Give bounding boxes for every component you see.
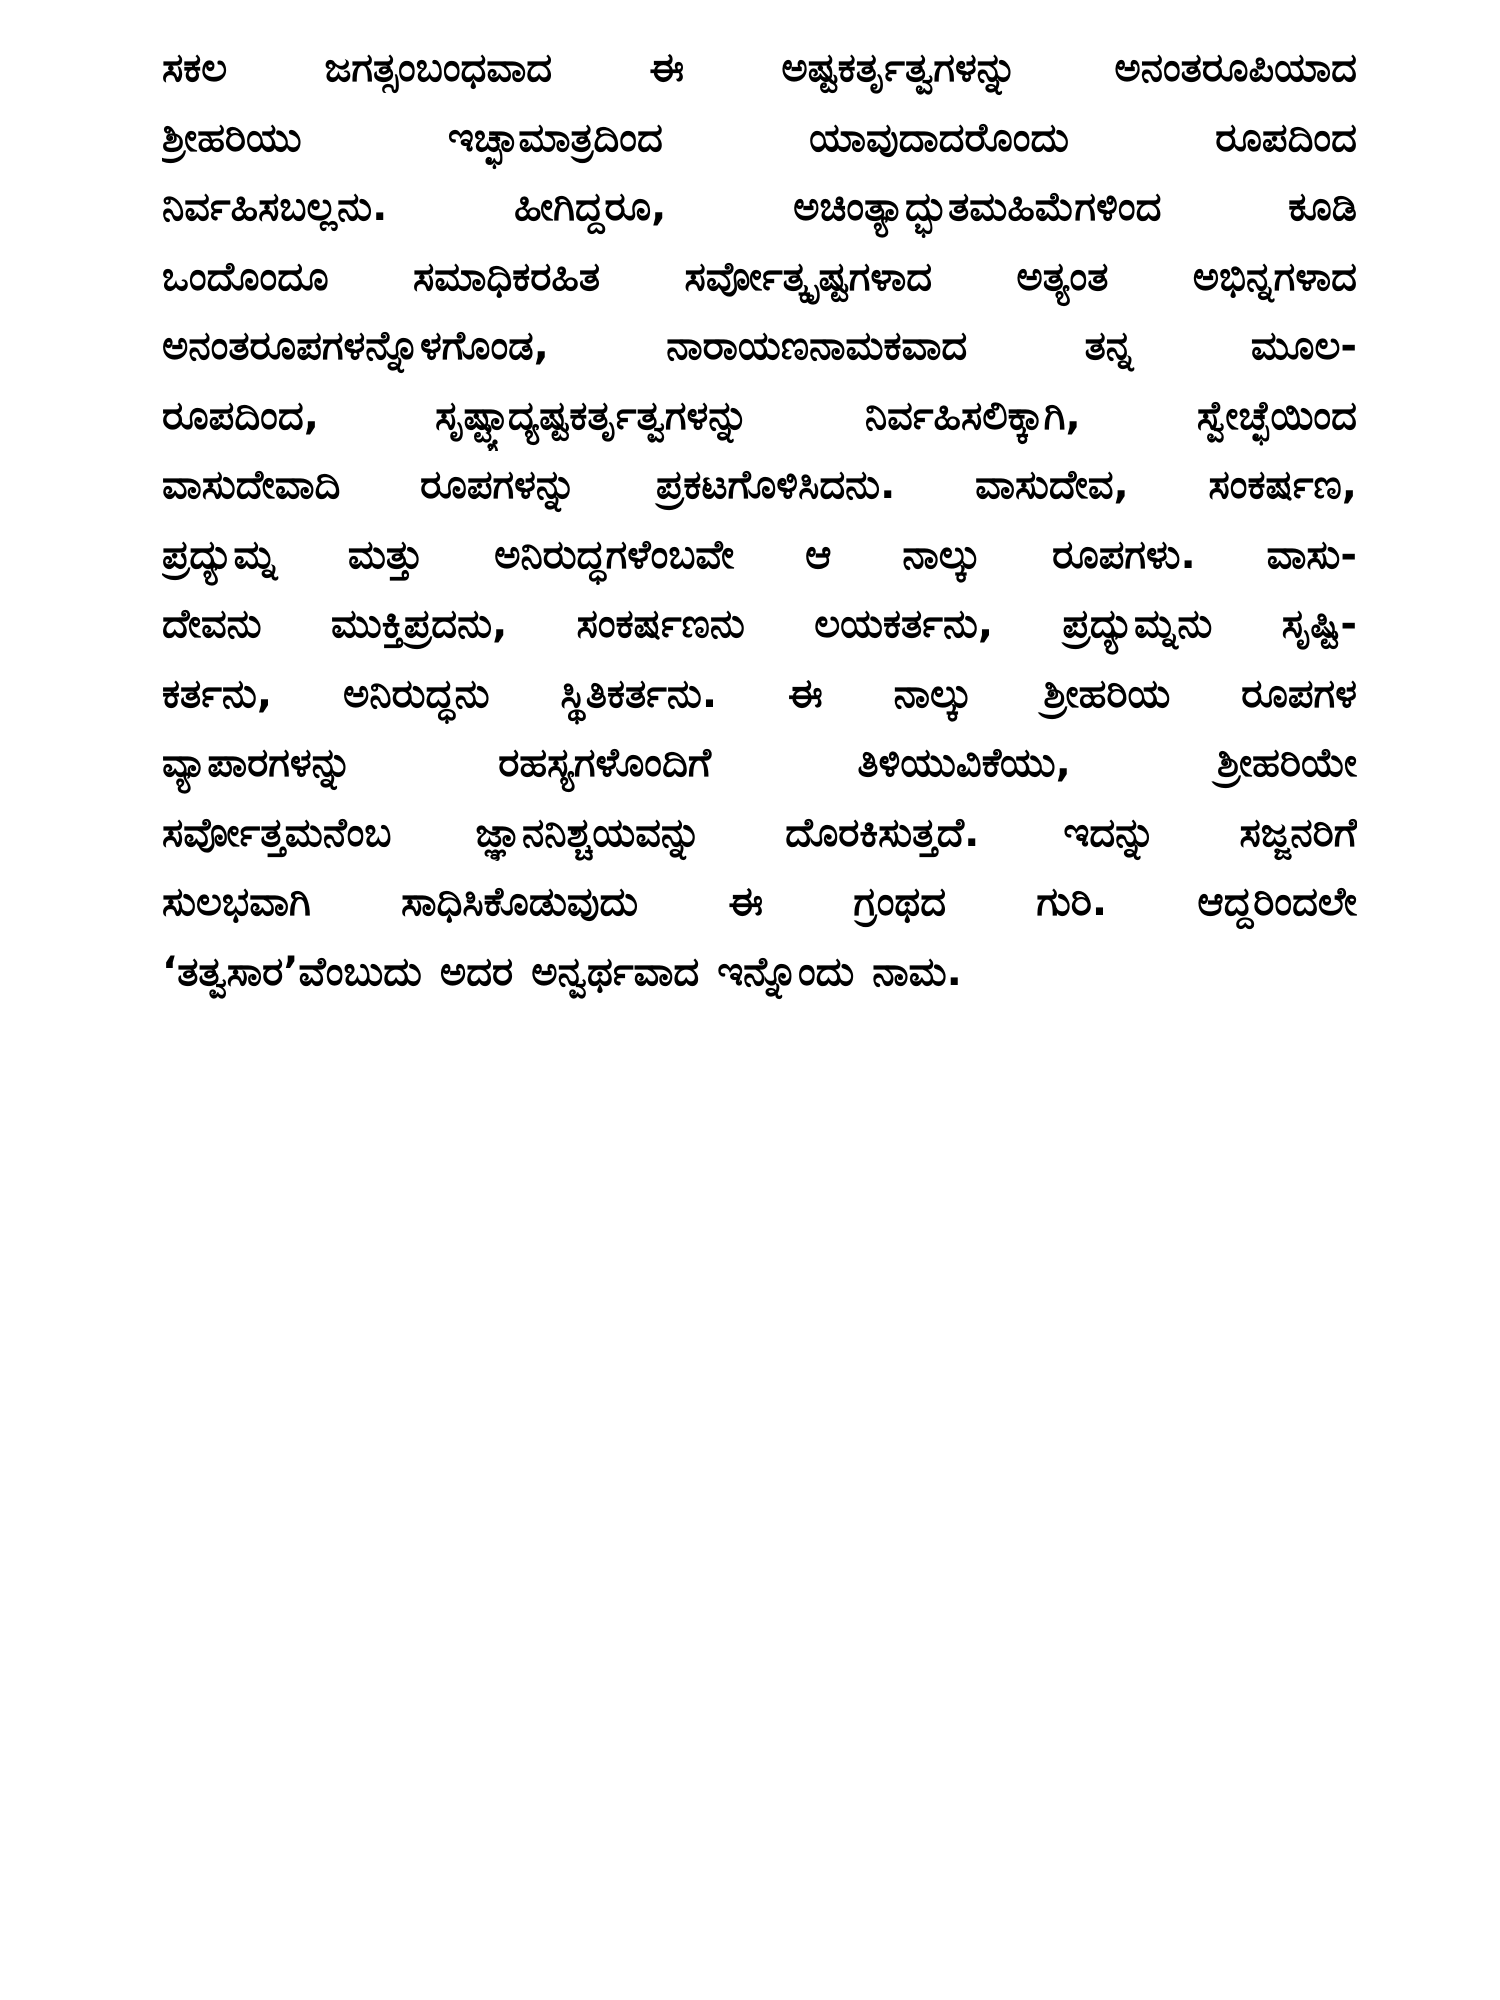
text-line — [162, 104, 1357, 174]
word: ಲಯಕರ್ತನು, — [814, 601, 994, 647]
word: ಕೂಡಿ — [1288, 184, 1357, 230]
word: ಪ್ರದ್ಯುಮ್ನನು — [1062, 601, 1213, 647]
word: ಶ್ರೀಹರಿಯೇ — [1216, 740, 1357, 786]
paragraph — [162, 34, 1357, 1007]
word: ಸುಲಭವಾಗಿ — [162, 879, 311, 925]
text-line — [162, 938, 1357, 1008]
word: ರೂಪಗಳು. — [1052, 531, 1196, 578]
word: ನಾಲ್ಕು — [893, 670, 973, 717]
word: ಈ — [787, 670, 823, 717]
word: ಒಂದೊಂದೂ — [162, 253, 329, 300]
word: ಸ್ವೇಚ್ಛೆಯಿಂದ — [1196, 392, 1357, 439]
word: ಅನಿರುದ್ಧಗಳೆಂಬವೇ — [494, 531, 735, 578]
word: ರೂಪದಿಂದ — [1215, 114, 1357, 161]
word: ಇಚ್ಛಾಮಾತ್ರದಿಂದ — [447, 114, 663, 161]
word: ರಹಸ್ಯಗಳೊಂದಿಗೆ — [498, 740, 712, 786]
word: ಅದರ — [439, 948, 514, 995]
word: ನಾರಾಯಣನಾಮಕವಾದ — [666, 323, 968, 369]
word: ವಾಸುದೇವಾದಿ — [162, 462, 341, 508]
word: ಶ್ರೀಹರಿಯ — [1043, 670, 1171, 717]
word: ಅನಂತರೂಪಿಯಾದ — [1114, 45, 1357, 91]
word: ಪ್ರದ್ಯುಮ್ನ — [162, 531, 277, 578]
word: ವಾಸು- — [1266, 531, 1357, 578]
word: ಸರ್ವೋತ್ಕೃಷ್ಟಗಳಾದ — [684, 253, 933, 300]
text-line — [162, 34, 1357, 104]
word: ಈ — [728, 879, 764, 925]
word: ಇನ್ನೊಂದು — [717, 948, 855, 995]
text-line — [162, 521, 1357, 591]
text-line — [162, 382, 1357, 452]
word: ಅಭಿನ್ನಗಳಾದ — [1192, 253, 1357, 300]
word: ಅಚಿಂತ್ಯಾದ್ಭುತಮಹಿಮೆಗಳಿಂದ — [793, 184, 1162, 230]
word: ವಾಸುದೇವ, — [975, 462, 1129, 508]
word: ರೂಪಗಳ — [1241, 670, 1357, 717]
word: ಆದ್ದರಿಂದಲೇ — [1197, 879, 1357, 925]
word: ‘ತತ್ವಸಾರ’ವೆಂಬುದು — [162, 948, 422, 995]
word: ಸಕಲ — [162, 45, 228, 91]
word: ಗ್ರಂಥದ — [853, 879, 947, 925]
word: ರೂಪದಿಂದ, — [162, 392, 319, 439]
word: ರೂಪಗಳನ್ನು — [420, 462, 577, 508]
word: ತನ್ನ — [1084, 323, 1134, 369]
word: ಕರ್ತನು, — [162, 670, 273, 717]
word: ಸಂಕರ್ಷಣ, — [1208, 462, 1357, 508]
word: ನಾಲ್ಕು — [902, 531, 982, 578]
word: ಹೀಗಿದ್ದರೂ, — [514, 184, 667, 230]
word: ನಿರ್ವಹಿಸಲಿಕ್ಕಾಗಿ, — [864, 392, 1081, 439]
word: ಸೃಷ್ಟಿ- — [1281, 601, 1357, 647]
word: ಅಷ್ಟಕರ್ತೃತ್ವಗಳನ್ನು — [781, 45, 1018, 91]
word: ಸಂಕರ್ಷಣನು — [576, 601, 745, 647]
word: ದೊರಕಿಸುತ್ತದೆ. — [785, 809, 980, 856]
word: ಶ್ರೀಹರಿಯು — [162, 114, 302, 161]
word: ಮುಕ್ತಿಪ್ರದನು, — [331, 601, 508, 647]
word: ನಾಮ. — [872, 948, 962, 995]
word: ಗುರಿ. — [1036, 879, 1108, 925]
word: ಈ — [649, 45, 685, 91]
text-line — [162, 243, 1357, 313]
text-line — [162, 312, 1357, 382]
word: ನಿರ್ವಹಿಸಬಲ್ಲನು. — [162, 184, 388, 230]
text-line — [162, 590, 1357, 660]
word: ಇದನ್ನು — [1063, 809, 1156, 856]
word: ಸ್ಥಿತಿಕರ್ತನು. — [560, 670, 718, 717]
word: ಅನಿರುದ್ಧನು — [343, 670, 490, 717]
word: ಸಮಾಧಿಕರಹಿತ — [413, 253, 601, 300]
text-line — [162, 729, 1357, 799]
word: ಅನಂತರೂಪಗಳನ್ನೊಳಗೊಂಡ, — [162, 323, 549, 369]
word: ಅತ್ಯಂತ — [1016, 253, 1109, 300]
word: ಸಜ್ಜನರಿಗೆ — [1239, 809, 1357, 856]
word: ಆ — [805, 531, 832, 578]
word: ಸಾಧಿಸಿಕೊಡುವುದು — [401, 879, 639, 925]
word: ತಿಳಿಯುವಿಕೆಯು, — [857, 740, 1071, 786]
text-line — [162, 868, 1357, 938]
word: ಸೃಷ್ಟ್ಯಾದ್ಯಷ್ಟಕರ್ತೃತ್ವಗಳನ್ನು — [435, 392, 749, 439]
word: ಮೂಲ- — [1250, 323, 1357, 369]
word: ದೇವನು — [162, 601, 262, 647]
text-line — [162, 660, 1357, 730]
word: ಜಗತ್ಸಂಬಂಧವಾದ — [324, 45, 553, 91]
word: ವ್ಯಾಪಾರಗಳನ್ನು — [162, 740, 352, 786]
text-line — [162, 451, 1357, 521]
word: ಮತ್ತು — [347, 531, 424, 578]
word: ಸರ್ವೋತ್ತಮನೆಂಬ — [162, 809, 392, 856]
text-line — [162, 173, 1357, 243]
text-line — [162, 799, 1357, 869]
word: ಪ್ರಕಟಗೊಳಿಸಿದನು. — [656, 462, 896, 508]
word: ಅನ್ವರ್ಥವಾದ — [531, 948, 700, 995]
word: ಜ್ಞಾನನಿಶ್ಚಯವನ್ನು — [475, 809, 702, 856]
word: ಯಾವುದಾದರೊಂದು — [809, 114, 1069, 161]
